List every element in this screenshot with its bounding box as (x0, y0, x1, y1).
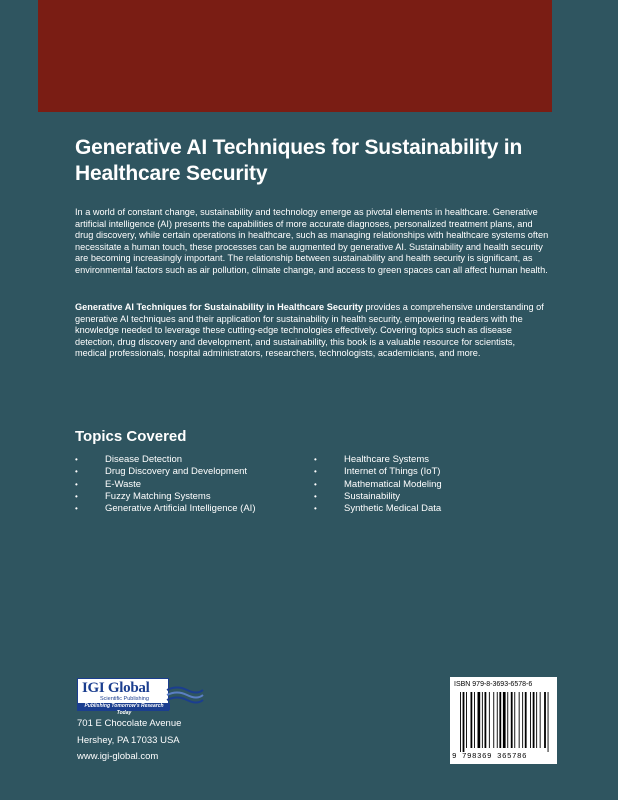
bullet-icon: • (314, 467, 317, 477)
barcode (450, 677, 557, 764)
top-color-band (38, 0, 552, 112)
topics-list-right (314, 454, 544, 515)
logo-name: IGI Global (82, 680, 150, 696)
publisher-website: www.igi-global.com (77, 751, 159, 762)
bullet-icon: • (75, 491, 78, 501)
bullet-icon: • (75, 455, 78, 464)
topic-item: • Fuzzy Matching Systems (75, 490, 211, 502)
description-paragraph-2-text: provides a comprehensive understanding of generative AI techniques and their application for sustainability in health security, empowering readers with the knowledge needed to leverage these cutting-edge technologies effectively. Covering topics such as disease detection, drug discovery and development, and sustainability, this book is a valuable resource for scientists, medical professionals, hospital administrators, researchers, technologists, academicians, and more. (75, 302, 544, 359)
bullet-icon: • (75, 479, 78, 489)
topic-item: • E-Waste (75, 478, 142, 490)
logo-box (77, 678, 169, 716)
bullet-icon: • (75, 467, 78, 477)
logo-subtitle: Scientific Publishing (100, 696, 149, 702)
bullet-icon: • (314, 455, 317, 464)
publisher-logo (77, 678, 204, 716)
publisher-address (77, 716, 181, 766)
logo-waves-icon (165, 684, 205, 706)
barcode-digits: 9 798369 365786 (452, 753, 528, 761)
book-title: Generative AI Techniques for Sustainability in Healthcare Security (75, 136, 523, 185)
description-paragraph-1: In a world of constant change, sustainability and technology emerge as pivotal elements in healthcare. Generative artificial intelligence (AI) presents the capabilities of more accurate diagnoses, personalized treatment plans, and drug discovery, while certain operations in healthcare, such as managing relationships with healthcare systems often necessitate a human touch, these processes can be augmented by generative AI. Sustainability and health security are becoming increasingly important. The relationship between sustainability and health security is significant, as environmental factors such as air pollution, climate change, and access to green spaces can all affect human health. (75, 207, 549, 275)
bullet-icon: • (314, 504, 317, 514)
logo-tagline: Publishing Tomorrow's Research Today (78, 703, 170, 710)
topic-item: • Mathematical Modeling (314, 478, 442, 490)
bullet-icon: • (314, 479, 317, 489)
topic-item: • Internet of Things (IoT) (314, 466, 441, 478)
address-city: Hershey, PA 17033 USA (77, 734, 180, 746)
description-bold-title: Generative AI Techniques for Sustainability in Healthcare Security (75, 302, 363, 312)
barcode-bars (454, 692, 554, 752)
isbn-label: ISBN 979-8-3693-6578-6 (454, 681, 533, 688)
topics-heading: Topics Covered (75, 428, 187, 445)
topic-item: • Disease Detection (75, 454, 183, 465)
bullet-icon: • (75, 504, 78, 514)
address-street: 701 E Chocolate Avenue (77, 718, 182, 729)
topic-item: • Sustainability (314, 490, 400, 502)
topics-list-left (75, 454, 305, 515)
bullet-icon: • (314, 491, 317, 501)
topic-item: • Synthetic Medical Data (314, 503, 442, 515)
description-paragraph-2 (75, 302, 549, 360)
topic-item: • Drug Discovery and Development (75, 466, 248, 478)
topic-item: • Healthcare Systems (314, 454, 430, 465)
topic-item: • Generative Artificial Intelligence (AI) (75, 503, 256, 515)
